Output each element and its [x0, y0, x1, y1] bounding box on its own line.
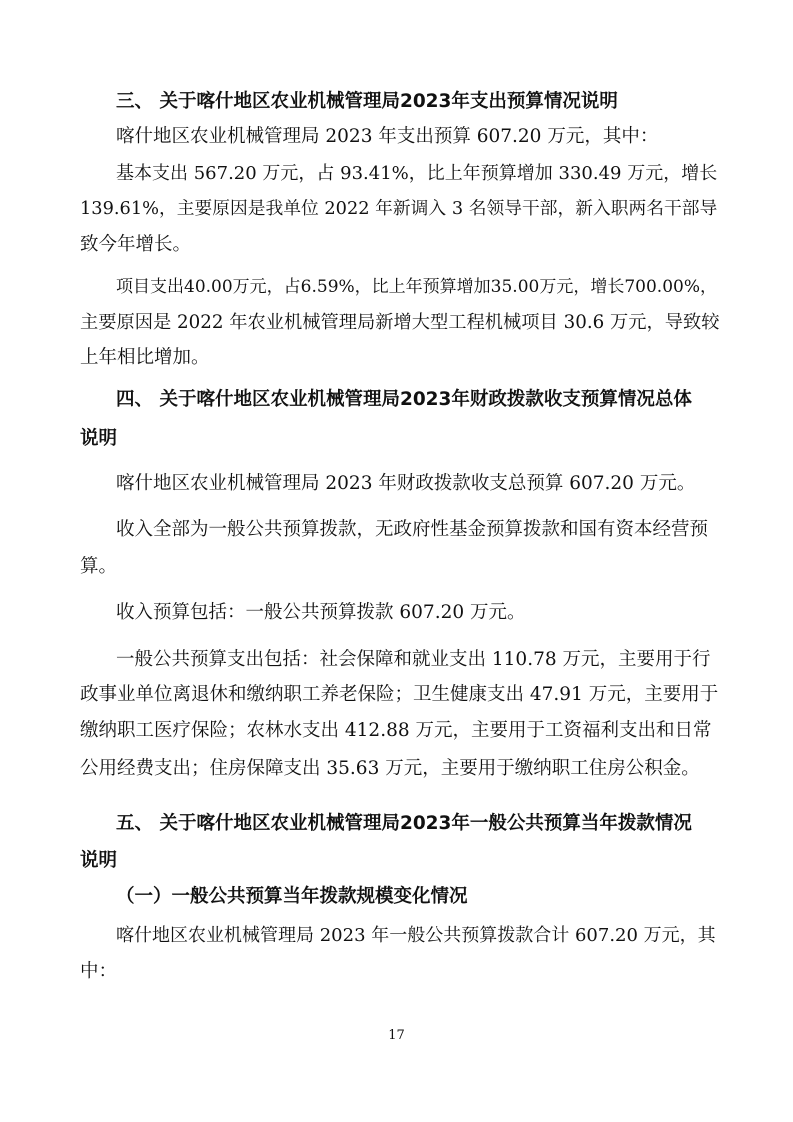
section3-heading: 三、 关于喀什地区农业机械管理局2023年支出预算情况说明: [116, 91, 618, 112]
section4-paragraph-3: 收入预算包括：一般公共预算拨款 607.20 万元。: [116, 602, 526, 623]
section3-paragraph-3-line-3: 上年相比增加。: [80, 347, 210, 368]
section3-paragraph-2-line-2: 139.61%，主要原因是我单位 2022 年新调入 3 名领导干部，新入职两名干部导: [80, 199, 718, 219]
section3-paragraph-3-line-2: 主要原因是 2022 年农业机械管理局新增大型工程机械项目 30.6 万元，导致较: [80, 312, 720, 333]
section4-paragraph-4-line-1: 一般公共预算支出包括：社会保障和就业支出 110.78 万元，主要用于行: [116, 649, 711, 670]
section5-paragraph-1-line-2: 中：: [80, 961, 118, 982]
section4-paragraph-4-line-3: 缴纳职工医疗保险；农林水支出 412.88 万元，主要用于工资福利支出和日常: [80, 720, 712, 741]
section5-subheading: （一）一般公共预算当年拨款规模变化情况: [116, 886, 468, 907]
section5-paragraph-1-line-1: 喀什地区农业机械管理局 2023 年一般公共预算拨款合计 607.20 万元，其: [116, 925, 716, 946]
section5-heading-line-2: 说明: [80, 850, 118, 871]
section3-paragraph-2-line-3: 致今年增长。: [80, 234, 192, 255]
section4-paragraph-2-line-1: 收入全部为一般公共预算拨款，无政府性基金预算拨款和国有资本经营预: [116, 519, 709, 540]
section4-paragraph-1: 喀什地区农业机械管理局 2023 年财政拨款收支总预算 607.20 万元。: [116, 473, 696, 494]
section4-paragraph-4-line-4: 公用经费支出；住房保障支出 35.63 万元，主要用于缴纳职工住房公积金。: [80, 758, 700, 779]
section5-heading-line-1: 五、 关于喀什地区农业机械管理局2023年一般公共预算当年拨款情况: [116, 813, 692, 834]
section4-paragraph-4-line-2: 政事业单位离退休和缴纳职工养老保险；卫生健康支出 47.91 万元，主要用于: [80, 684, 719, 705]
section4-heading-line-1: 四、 关于喀什地区农业机械管理局2023年财政拨款收支预算情况总体: [116, 389, 692, 410]
section3-paragraph-2-line-1: 基本支出 567.20 万元，占 93.41%，比上年预算增加 330.49 万元，增长: [116, 163, 718, 184]
section3-paragraph-1: 喀什地区农业机械管理局 2023 年支出预算 607.20 万元，其中：: [116, 126, 659, 147]
section3-paragraph-3-line-1: 项目支出40.00万元，占6.59%，比上年预算增加35.00万元，增长700.00%，: [116, 277, 717, 297]
section4-heading-line-2: 说明: [80, 428, 118, 449]
section4-paragraph-2-line-2: 算。: [80, 556, 118, 577]
page-number: 17: [388, 1028, 405, 1043]
